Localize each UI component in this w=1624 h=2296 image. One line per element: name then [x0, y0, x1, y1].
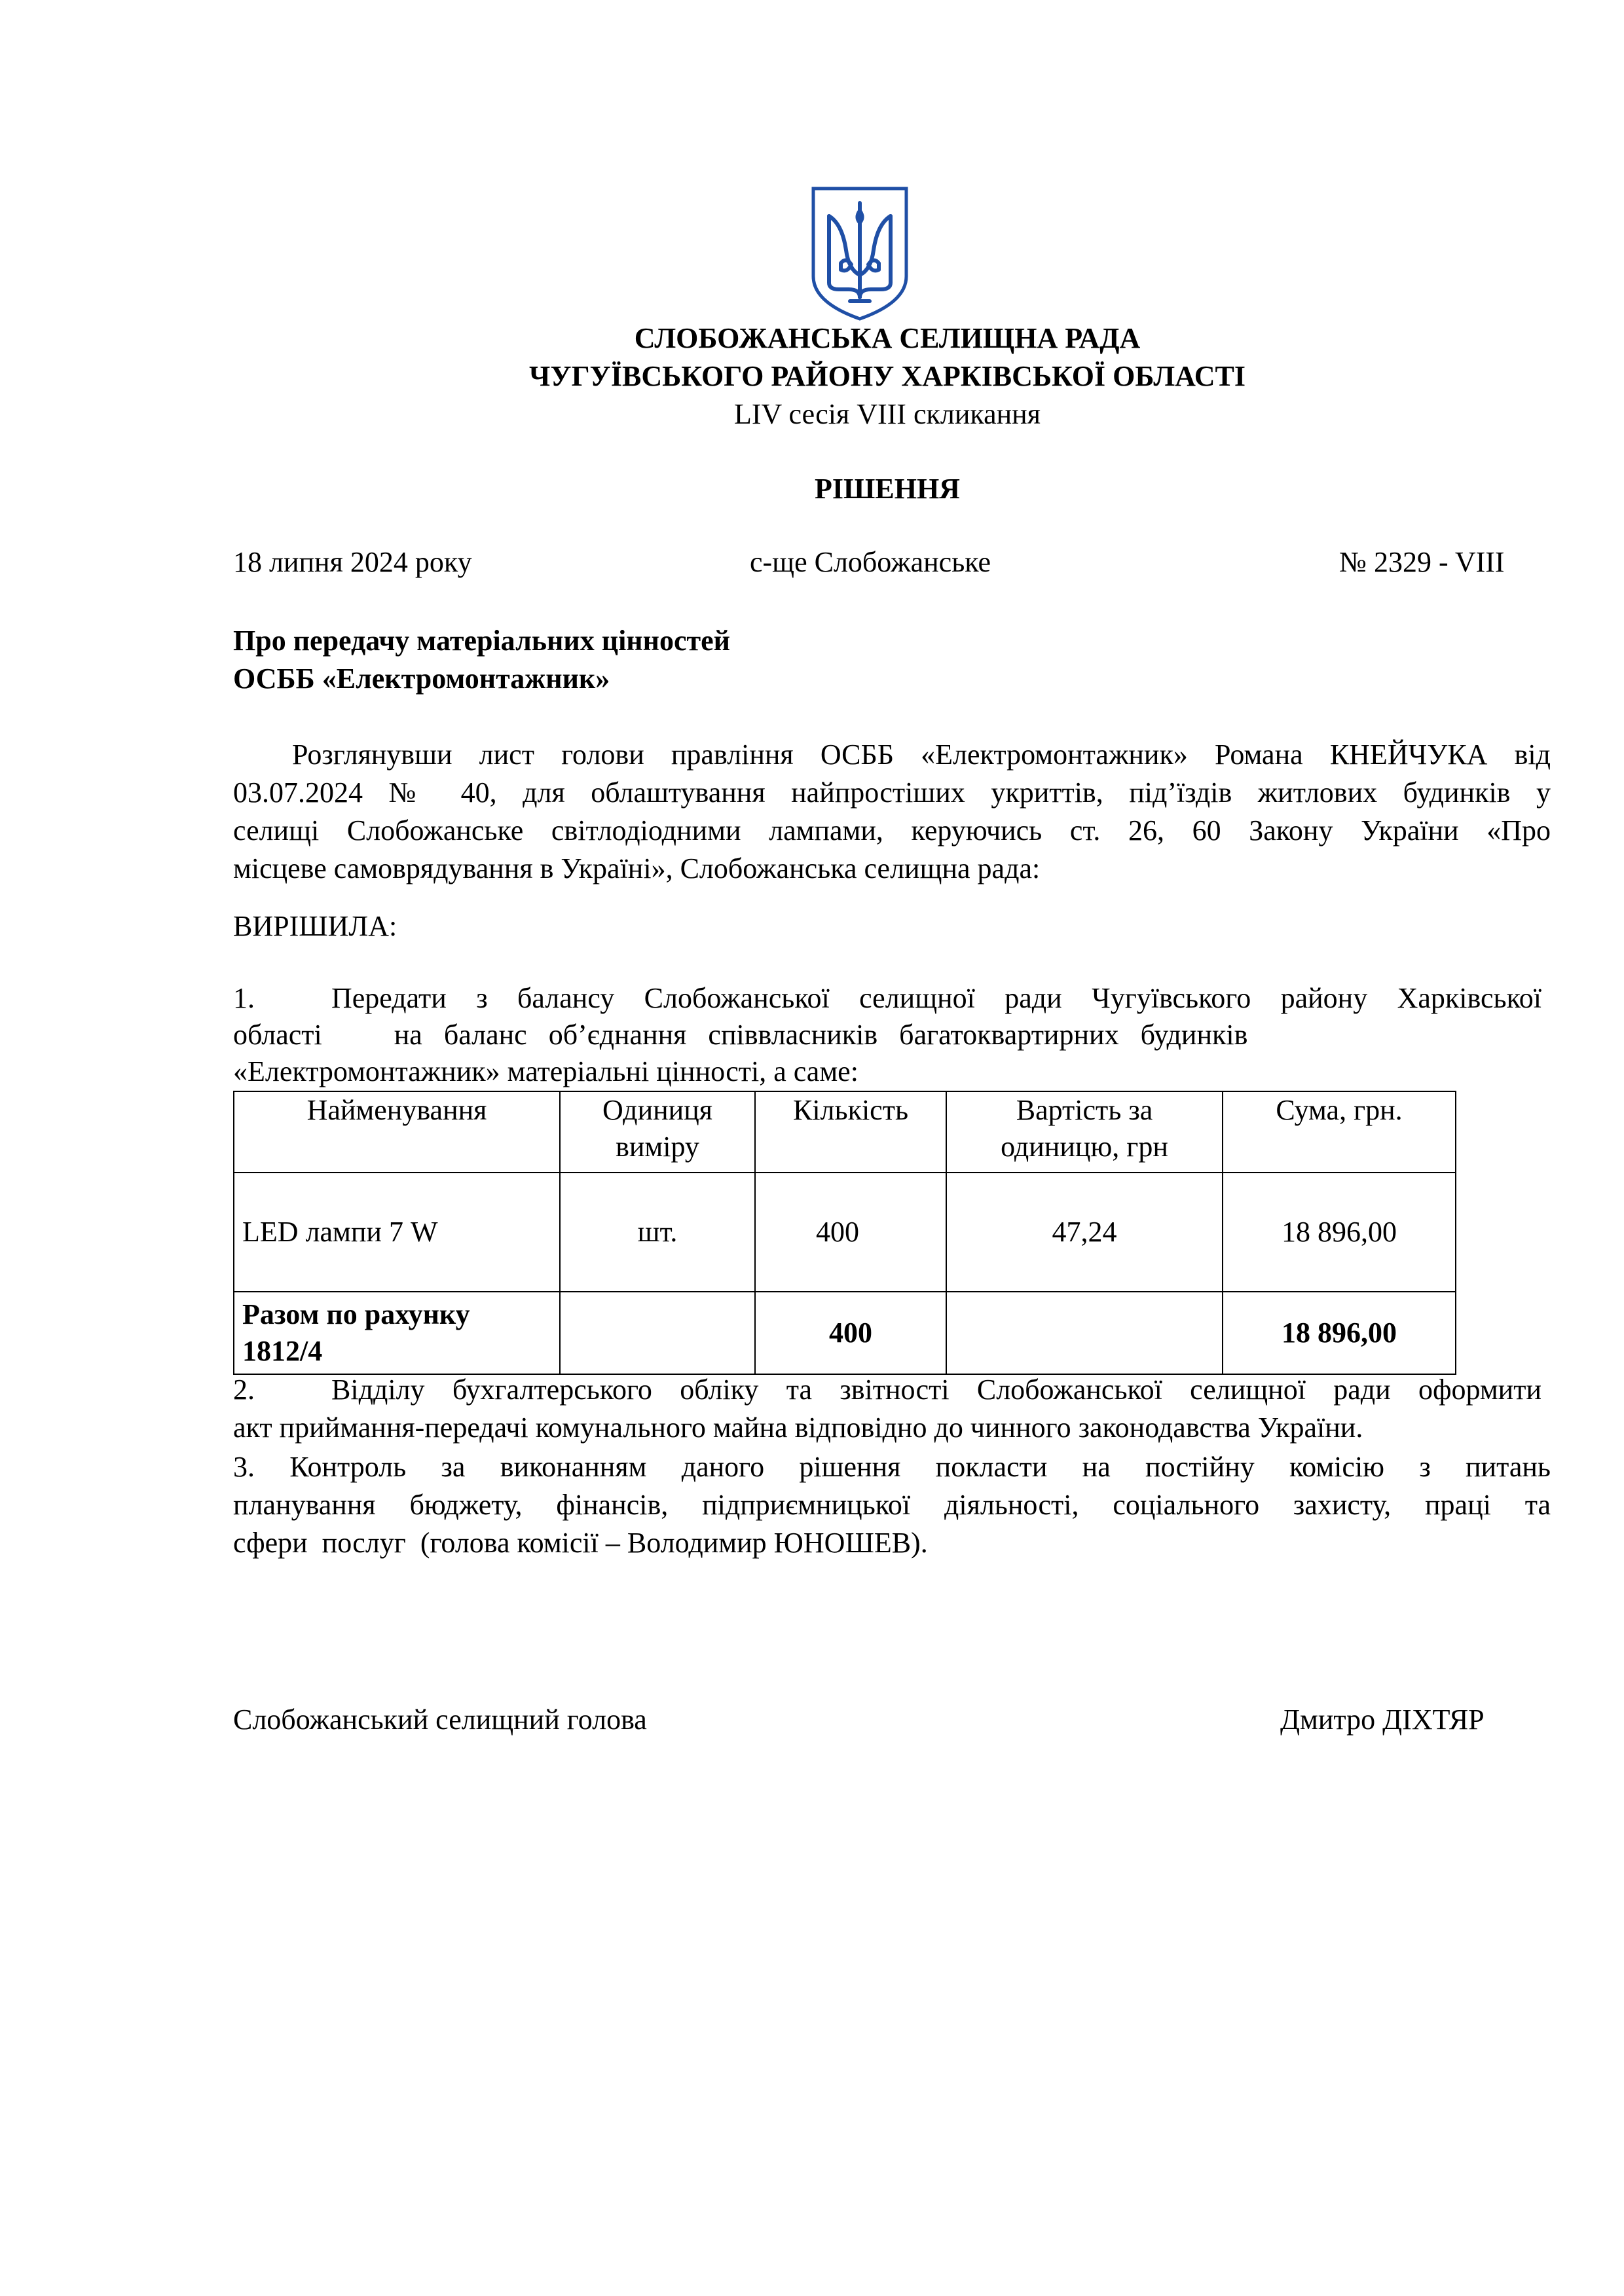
preamble-line-4: місцеве самоврядування в Україні», Слобожанська селищна рада: — [233, 852, 1041, 884]
subject-line-1: Про передачу матеріальних цінностей — [233, 625, 731, 657]
item-1-number: 1. — [233, 982, 255, 1014]
header-name: Найменування — [234, 1091, 560, 1173]
total-price — [946, 1292, 1223, 1374]
table-total-row — [234, 1292, 1456, 1374]
item-2-number: 2. — [233, 1374, 255, 1406]
row-sum: 18 896,00 — [1223, 1173, 1456, 1292]
item-3-line-3: сфери послуг (голова комісії – Володимир ЮНОШЕВ). — [233, 1527, 928, 1559]
item-2-line-1: Відділу бухгалтерського обліку та звітності Слобожанської селищної ради оформити — [331, 1374, 1541, 1406]
decided-heading: ВИРІШИЛА: — [233, 910, 397, 942]
header-qty: Кількість — [755, 1091, 946, 1173]
row-name: LED лампи 7 W — [234, 1173, 560, 1292]
council-name: СЛОБОЖАНСЬКА СЕЛИЩНА РАДА — [634, 322, 1141, 354]
document-type: РІШЕННЯ — [815, 473, 960, 505]
table-header-row — [234, 1091, 1456, 1173]
signatory-name: Дмитро ДІХТЯР — [1280, 1704, 1485, 1736]
item-3-line-1: 3. Контроль за виконанням даного рішення покласти на постійну комісію з питань — [233, 1451, 1551, 1483]
item-1-line-3: «Електромонтажник» матеріальні цінності, а саме: — [233, 1055, 858, 1087]
subject-line-2: ОСББ «Електромонтажник» — [233, 663, 610, 695]
header-unit: Одиниця виміру — [560, 1091, 755, 1173]
row-price: 47,24 — [946, 1173, 1223, 1292]
item-3-line-2: планування бюджету, фінансів, підприємницької діяльності, соціального захисту, праці та — [233, 1489, 1551, 1521]
council-district: ЧУГУЇВСЬКОГО РАЙОНУ ХАРКІВСЬКОЇ ОБЛАСТІ — [528, 360, 1246, 392]
item-1-line-2: області на баланс об’єднання співвласників багатоквартирних будинків — [233, 1019, 1248, 1051]
decision-date: 18 липня 2024 року — [233, 546, 472, 578]
total-sum: 18 896,00 — [1223, 1292, 1456, 1374]
decision-place: с-ще Слобожанське — [750, 546, 991, 578]
decision-number: № 2329 - VIII — [1339, 546, 1505, 578]
preamble-line-2: 03.07.2024 № 40, для облаштування найпростіших укриттів, під’їздів житлових будинків у — [233, 776, 1551, 809]
row-unit: шт. — [560, 1173, 755, 1292]
coat-of-arms-icon — [809, 185, 910, 322]
item-1-line-1: Передати з балансу Слобожанської селищної ради Чугуївського району Харківської — [331, 982, 1541, 1014]
header-price: Вартість за одиницю, грн — [946, 1091, 1223, 1173]
goods-table — [233, 1091, 1456, 1375]
total-qty: 400 — [755, 1292, 946, 1374]
item-2-line-2: акт приймання-передачі комунального майна відповідно до чинного законодавства України. — [233, 1412, 1363, 1444]
preamble-line-1: Розглянувши лист голови правління ОСББ «Електромонтажник» Романа КНЕЙЧУКА від — [292, 738, 1551, 771]
total-label: Разом по рахунку 1812/4 — [234, 1292, 560, 1374]
signatory-title: Слобожанський селищний голова — [233, 1704, 647, 1736]
row-qty: 400 — [755, 1173, 946, 1292]
total-unit — [560, 1292, 755, 1374]
header-sum: Сума, грн. — [1223, 1091, 1456, 1173]
session-line: LIV сесія VIII скликання — [734, 398, 1041, 430]
table-row — [234, 1173, 1456, 1292]
preamble-line-3: селищі Слобожанське світлодіодними лампами, керуючись ст. 26, 60 Закону України «Про — [233, 814, 1551, 847]
